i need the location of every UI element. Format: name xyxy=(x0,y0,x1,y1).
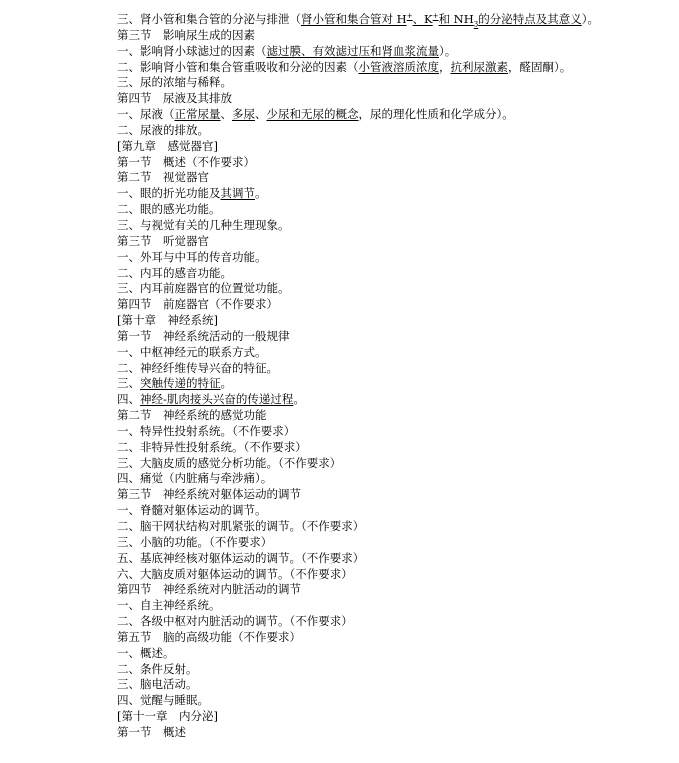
outline-line xyxy=(117,677,677,693)
outline-document xyxy=(117,12,677,741)
text-segment: 五、基底神经核对躯体运动的调节。（不作要求） xyxy=(117,550,365,565)
text-segment: 一、外耳与中耳的传音功能。 xyxy=(117,249,267,264)
outline-line xyxy=(117,123,677,139)
outline-line xyxy=(117,551,677,567)
underlined-text: 神经-肌肉接头兴奋的传递过程 xyxy=(140,392,294,407)
underlined-text: 其调节 xyxy=(220,186,255,201)
text-segment: 第四节 尿液及其排放 xyxy=(117,91,232,106)
outline-line xyxy=(117,582,677,598)
text-segment: 二、内耳的感音功能。 xyxy=(117,265,232,280)
outline-line xyxy=(117,503,677,519)
underlined-text: + xyxy=(406,12,413,21)
outline-line xyxy=(117,487,677,503)
underlined-text: 正常尿量 xyxy=(174,107,221,122)
outline-line xyxy=(117,107,677,123)
text-segment: 一、影响肾小球滤过的因素（ xyxy=(117,43,267,58)
outline-line xyxy=(117,662,677,678)
text-segment: 二、眼的感光功能。 xyxy=(117,202,221,217)
text-segment: 一、中枢神经元的联系方式。 xyxy=(117,344,267,359)
underlined-text: 滤过膜、有效滤过压和肾血浆流量 xyxy=(266,43,439,58)
text-segment: ，醛固酮）。 xyxy=(508,59,572,74)
outline-line xyxy=(117,614,677,630)
text-segment: 一、自主神经系统。 xyxy=(117,598,221,613)
text-segment: 二、条件反射。 xyxy=(117,661,198,676)
outline-line xyxy=(117,91,677,107)
text-segment: 第一节 概述 xyxy=(117,724,186,739)
text-segment: 第四节 前庭器官（不作要求） xyxy=(117,297,278,312)
text-segment: 六、大脑皮质对躯体运动的调节。（不作要求） xyxy=(117,566,353,581)
text-segment: ）。 xyxy=(439,43,457,58)
underlined-text: 3 xyxy=(473,20,479,29)
text-segment: ， xyxy=(439,59,451,74)
outline-line xyxy=(117,155,677,171)
outline-line xyxy=(117,266,677,282)
outline-line xyxy=(117,392,677,408)
text-segment: 、 xyxy=(220,107,232,122)
outline-line xyxy=(117,12,677,28)
underlined-text: 和 NH xyxy=(438,12,474,26)
text-segment: 。 xyxy=(255,186,267,201)
text-segment: 第二节 神经系统的感觉功能 xyxy=(117,408,267,423)
outline-line xyxy=(117,567,677,583)
text-segment: 一、眼的折光功能及 xyxy=(117,186,221,201)
text-segment: 。 xyxy=(293,392,305,407)
outline-line xyxy=(117,186,677,202)
outline-line xyxy=(117,471,677,487)
outline-line xyxy=(117,28,677,44)
text-segment: 二、非特异性投射系统。（不作要求） xyxy=(117,439,307,454)
text-segment: [第九章 感觉器官] xyxy=(117,138,218,153)
text-segment: 三、小脑的功能。（不作要求） xyxy=(117,534,273,549)
text-segment: 第四节 神经系统对内脏活动的调节 xyxy=(117,582,301,597)
outline-line xyxy=(117,361,677,377)
text-segment: 第二节 视觉器官 xyxy=(117,170,209,185)
outline-line xyxy=(117,408,677,424)
text-segment: 三、与视觉有关的几种生理现象。 xyxy=(117,217,290,232)
text-segment: 三、 xyxy=(117,376,140,391)
text-segment: 一、尿液（ xyxy=(117,107,175,122)
outline-line xyxy=(117,250,677,266)
outline-line xyxy=(117,313,677,329)
text-segment: 二、脑干网状结构对肌紧张的调节。（不作要求） xyxy=(117,519,365,533)
text-segment: ，尿的理化性质和化学成分）。 xyxy=(358,107,514,122)
underlined-text: 的分泌特点及其意义 xyxy=(478,12,582,26)
outline-line xyxy=(117,139,677,155)
text-segment: 四、觉醒与睡眠。 xyxy=(117,693,209,708)
outline-line xyxy=(117,329,677,345)
underlined-text: 肾小管和集合管对 H xyxy=(301,12,407,26)
outline-line xyxy=(117,60,677,76)
outline-line xyxy=(117,725,677,741)
outline-line xyxy=(117,693,677,709)
outline-line xyxy=(117,424,677,440)
outline-line xyxy=(117,170,677,186)
outline-line xyxy=(117,345,677,361)
outline-line xyxy=(117,218,677,234)
outline-line xyxy=(117,75,677,91)
underlined-text: 多尿 xyxy=(232,107,255,122)
text-segment: 、 xyxy=(255,107,267,122)
text-segment: 一、特异性投射系统。（不作要求） xyxy=(117,423,296,438)
outline-line xyxy=(117,456,677,472)
outline-line xyxy=(117,297,677,313)
outline-line xyxy=(117,440,677,456)
outline-line xyxy=(117,535,677,551)
text-segment: 。 xyxy=(220,376,232,391)
text-segment: 一、概述。 xyxy=(117,645,175,660)
underlined-text: 突触传递的特征 xyxy=(140,376,221,391)
outline-line xyxy=(117,281,677,297)
text-segment: 二、影响肾小管和集合管重吸收和分泌的因素（ xyxy=(117,59,359,74)
text-segment: 四、 xyxy=(117,392,140,407)
text-segment: [第十一章 内分泌] xyxy=(117,709,218,724)
text-segment: 第五节 脑的高级功能（不作要求） xyxy=(117,629,301,644)
outline-line xyxy=(117,376,677,392)
text-segment: 四、痛觉（内脏痛与牵涉痛）。 xyxy=(117,471,273,486)
text-segment: 二、各级中枢对内脏活动的调节。（不作要求） xyxy=(117,614,353,629)
outline-line xyxy=(117,630,677,646)
text-segment: 第三节 听觉器官 xyxy=(117,233,209,248)
outline-line xyxy=(117,709,677,725)
text-segment: 三、肾小管和集合管的分泌与排泄（ xyxy=(117,12,301,26)
underlined-text: 少尿和无尿的概念 xyxy=(266,107,359,122)
outline-line xyxy=(117,519,677,535)
text-segment: 第一节 概述（不作要求） xyxy=(117,154,255,169)
underlined-text: 小管液溶质浓度 xyxy=(358,59,439,74)
text-segment: 一、脊髓对躯体运动的调节。 xyxy=(117,503,267,518)
underlined-text: + xyxy=(432,12,439,21)
text-segment: 第三节 神经系统对躯体运动的调节 xyxy=(117,487,301,502)
text-segment: ）。 xyxy=(581,12,599,26)
outline-line xyxy=(117,202,677,218)
text-segment: [第十章 神经系统] xyxy=(117,313,218,328)
outline-line xyxy=(117,646,677,662)
text-segment: 二、神经纤维传导兴奋的特征。 xyxy=(117,360,278,375)
underlined-text: 抗利尿激素 xyxy=(450,59,508,74)
outline-line xyxy=(117,44,677,60)
text-segment: 三、脑电活动。 xyxy=(117,677,198,692)
text-segment: 三、尿的浓缩与稀释。 xyxy=(117,75,232,90)
text-segment: 第三节 影响尿生成的因素 xyxy=(117,27,255,42)
text-segment: 三、大脑皮质的感觉分析功能。（不作要求） xyxy=(117,455,342,470)
outline-line xyxy=(117,598,677,614)
text-segment: 三、内耳前庭器官的位置觉功能。 xyxy=(117,281,290,296)
text-segment: 第一节 神经系统活动的一般规律 xyxy=(117,328,290,343)
outline-line xyxy=(117,234,677,250)
text-segment: 二、尿液的排放。 xyxy=(117,122,209,137)
underlined-text: 、K xyxy=(412,12,433,26)
